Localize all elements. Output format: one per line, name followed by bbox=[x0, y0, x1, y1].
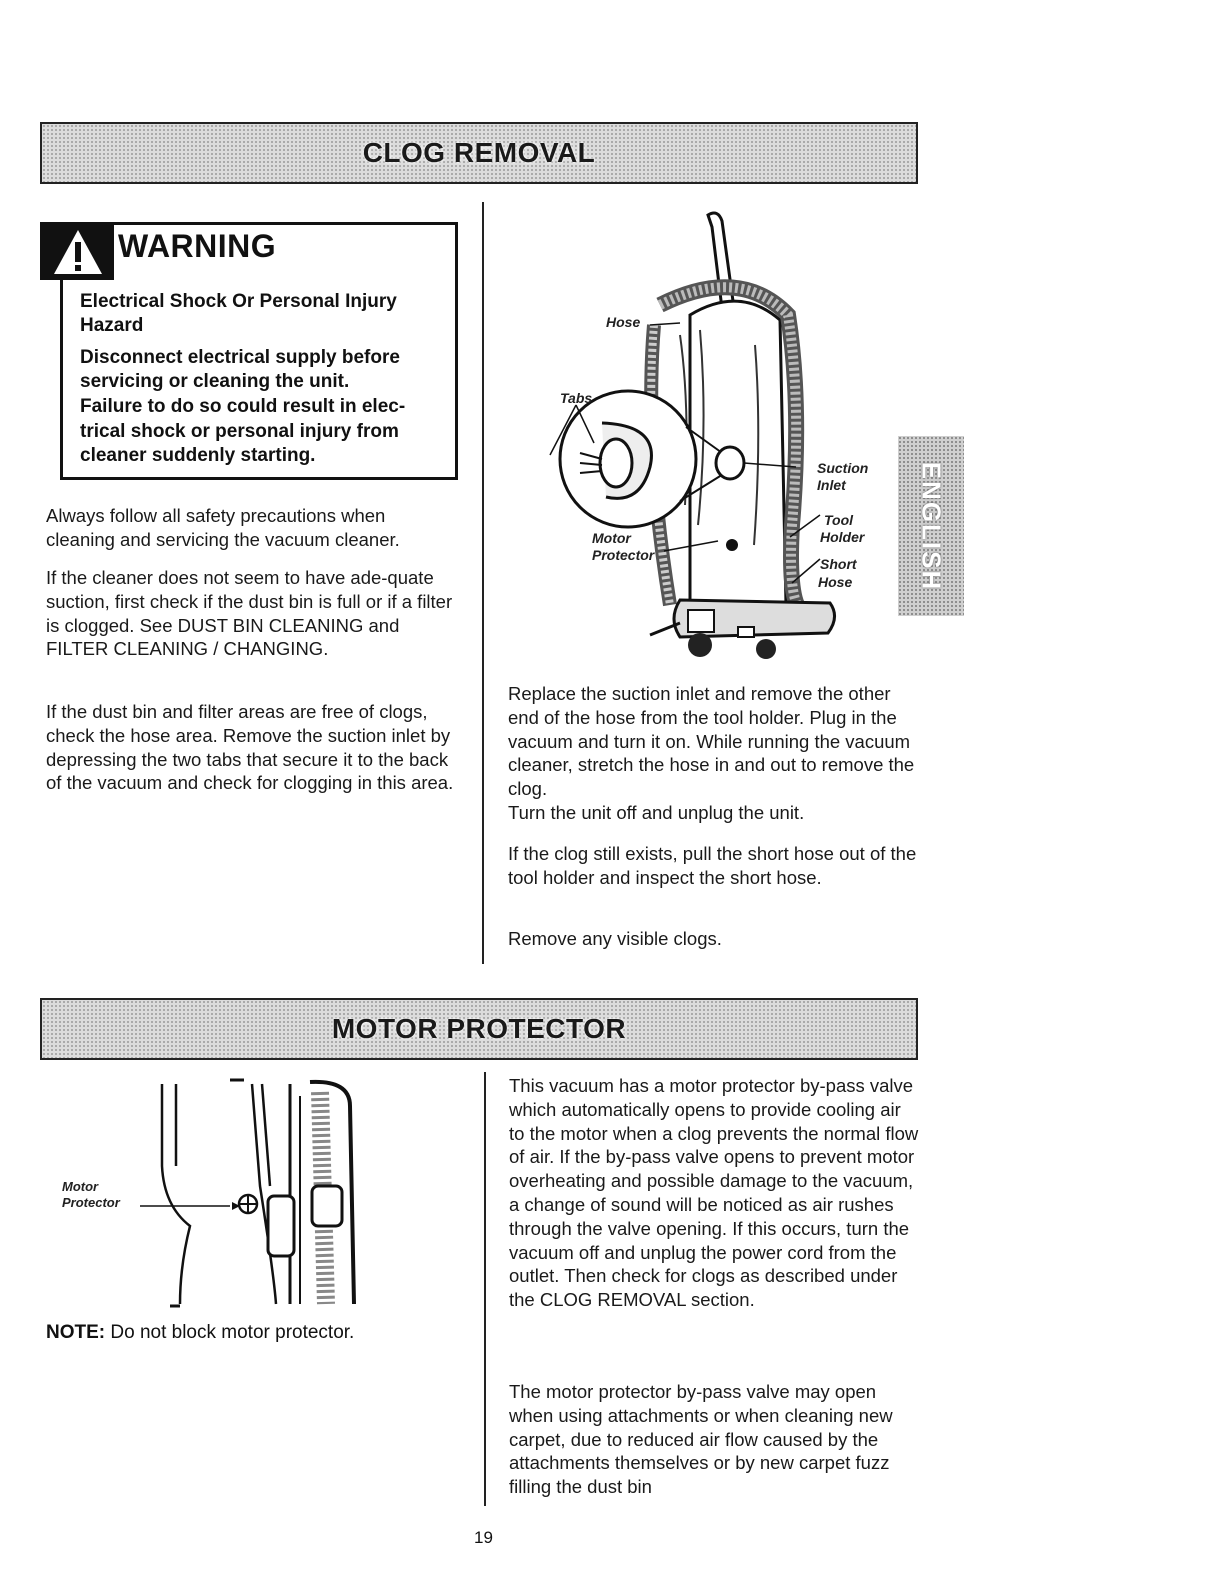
warning-hazard-line1: Electrical Shock Or Personal Injury bbox=[80, 291, 397, 312]
page-number: 19 bbox=[474, 1528, 493, 1547]
figure1-label-short-hose: Hose bbox=[818, 574, 853, 590]
warning-title: WARNING bbox=[118, 228, 277, 264]
figure1-label-motor: Motor bbox=[592, 530, 631, 546]
language-label: ENGLISH bbox=[916, 461, 947, 591]
figure2-label-motor: Motor bbox=[62, 1179, 99, 1194]
figure1-label-suction: Suction bbox=[817, 460, 869, 476]
motor-protector-illustration bbox=[140, 1076, 370, 1312]
figure1-label-tabs: Tabs bbox=[560, 390, 593, 406]
clog-right-paragraph-1b: Turn the unit off and unplug the unit. bbox=[508, 802, 805, 823]
motor-right-paragraph-2: The motor protector by-pass valve may open when using attachments or when cleaning new carpet, due to reduced air flow caused by the attachments themselves or by new carpet fuzz filling the dust bin bbox=[509, 1381, 893, 1498]
warning-hazard-line2: Hazard bbox=[80, 315, 144, 336]
column-divider-top bbox=[482, 202, 484, 964]
note-line bbox=[46, 1322, 354, 1344]
clog-left-paragraph-3: If the dust bin and filter areas are free of clogs, check the hose area. Remove the suction inlet by depressing the two tabs that secure it to the back of the vacuum and check for clogging in this area. bbox=[46, 701, 454, 794]
motor-protector-title: MOTOR PROTECTOR bbox=[331, 1013, 627, 1044]
warning-instr-line1: Disconnect electrical supply before bbox=[80, 347, 400, 368]
figure1-label-tool: Tool bbox=[824, 512, 854, 528]
warning-instr-line4: trical shock or personal injury from bbox=[80, 421, 399, 442]
column-divider-bottom bbox=[484, 1072, 486, 1506]
note-text: Do not block motor protector. bbox=[110, 1322, 355, 1343]
motor-protector-banner bbox=[40, 998, 918, 1060]
clog-left-paragraph-1: Always follow all safety precautions when cleaning and servicing the vacuum cleaner. bbox=[46, 505, 400, 550]
clog-right-paragraph-2: If the clog still exists, pull the short hose out of the tool holder and inspect the short hose. bbox=[508, 843, 917, 888]
clog-right-paragraph-1: Replace the suction inlet and remove the other end of the hose from the tool holder. Plug in the vacuum and turn it on. While running the vacuum cleaner, stretch the hose in and out to remove the clog. bbox=[508, 683, 915, 800]
clog-removal-banner bbox=[40, 122, 918, 184]
figure1-label-hose: Hose bbox=[606, 314, 641, 330]
figure1-label-holder: Holder bbox=[820, 529, 865, 545]
warning-instr-line5: cleaner suddenly starting. bbox=[80, 445, 316, 466]
language-side-tab bbox=[898, 436, 964, 616]
warning-instr-line2: servicing or cleaning the unit. bbox=[80, 371, 350, 392]
clog-removal-title: CLOG REMOVAL bbox=[362, 137, 596, 168]
figure2-label-protector: Protector bbox=[62, 1195, 120, 1210]
warning-instr-line3: Failure to do so could result in elec- bbox=[80, 396, 406, 417]
motor-right-paragraph-1: This vacuum has a motor protector by-pass valve which automatically opens to provide cooling air to the motor when a clog prevents the normal flow of air. If the by-pass valve opens to prevent motor overheating and possible damage to the vacuum, a change of sound will be noticed as air rushes through the valve opening. If this occurs, turn the vacuum off and unplug the power cord from the outlet. Then check for clogs as described under the CLOG REMOVAL section. bbox=[509, 1075, 919, 1311]
vacuum-hose-illustration bbox=[540, 205, 880, 675]
note-label: NOTE: bbox=[46, 1322, 106, 1343]
figure1-label-short: Short bbox=[820, 556, 857, 572]
figure1-label-inlet: Inlet bbox=[817, 477, 846, 493]
clog-right-paragraph-3: Remove any visible clogs. bbox=[508, 928, 722, 949]
clog-left-paragraph-2: If the cleaner does not seem to have ade-quate suction, first check if the dust bin is full or if a filter is clogged. See DUST BIN CLEANING and FILTER CLEANING / CHANGING. bbox=[46, 567, 453, 660]
warning-icon bbox=[40, 222, 114, 280]
figure1-label-protector: Protector bbox=[592, 547, 655, 563]
